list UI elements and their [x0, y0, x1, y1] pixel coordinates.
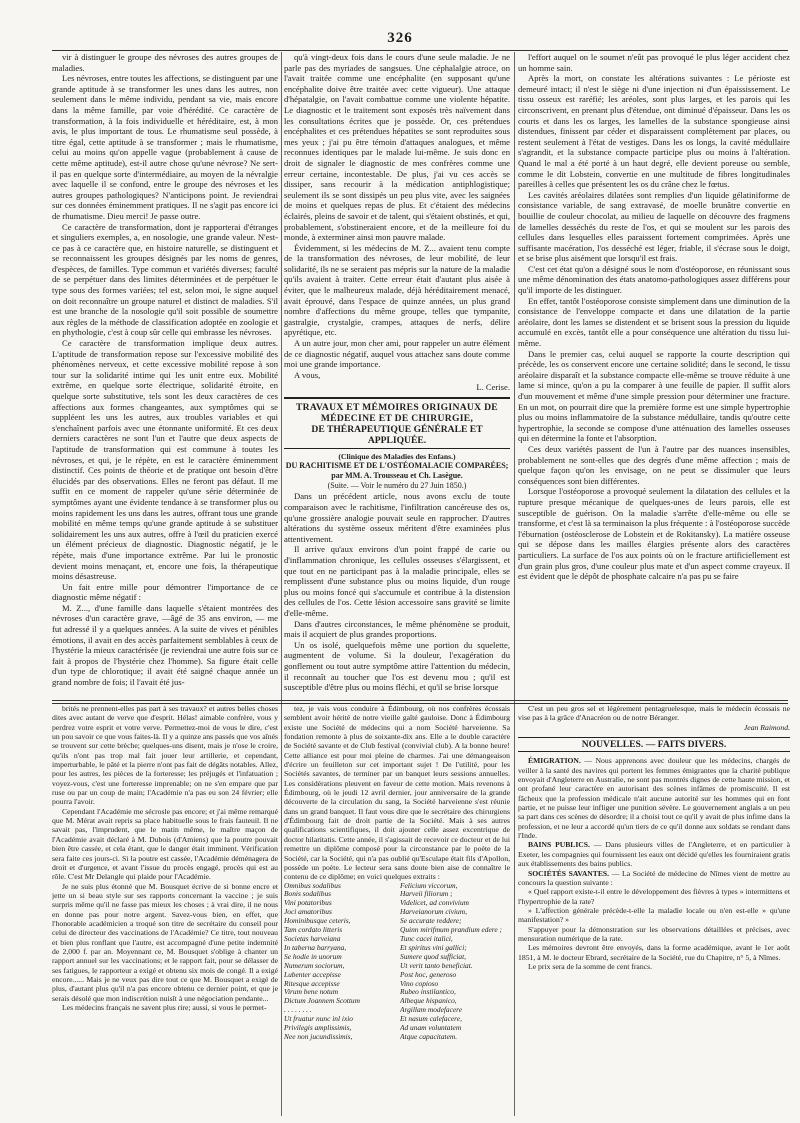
verse-line: Post hoc, generoso	[400, 970, 457, 979]
paragraph: Je ne suis plus étonné que M. Bousquet écrive de si bonne encre et jette un si beau style sur ses rapports concernant la vaccine ; je suis surpris même qu'il ne fasse pas mieux les choses ; à vrai dire, il ne nous en donne pas pour notre argent. Savez-vous bien, en effet, que l'honorable académicien a troqué son titre de secrétaire du conseil pour celui de directeur des vaccinations de l'Académie? Ce titre, tout nouveau et bien plus ronflant que l'autre, est accompagné d'une petite indemnité de 2,000 f. par an. Moyennant ce, M. Bousquet s'oblige à chanter un rapport annuel sur les vaccinations; et le rapport fait, pour se délasser de ses fatigues, le rapporteur a exigé et obtenu six mois de congé. Il a exigé encore...... Mais je ne veux pas dire tout ce que M. Bousquet a exigé de plus, d'autant plus qu'il n'a pas encore obtenu ce dernier point, et que je serais désolé que mon indiscrétion nuisît à une négociation pendante...	[52, 881, 278, 1003]
article-heading-line-1: TRAVAUX ET MÉMOIRES ORIGINAUX DE MÉDECINE ET DE CHIRURGIE,	[295, 402, 499, 424]
verse-line: Ut fruatur nunc inl ixio	[284, 1015, 353, 1024]
article-title: DU RACHITISME ET DE L'OSTÉOMALACIE COMPARÉES; par MM. A. Trousseau et Ch. Lasègue.	[285, 461, 509, 481]
news-items	[518, 756, 790, 971]
verse-line: Albeque hispanico,	[400, 997, 457, 1006]
verse-line: Harveianorum civium,	[400, 908, 467, 917]
verse-line: Ad unam voluntatem	[400, 1024, 462, 1033]
letter-body	[284, 52, 510, 370]
news-item	[518, 756, 790, 840]
news-item-text: Les mémoires devront être envoyés, dans la forme académique, avant le 1er août 1851, à M. le docteur Ebrard, secrétaire de la Société, rue du Chapitre, n° 5, à Nîmes.	[518, 943, 790, 962]
news-item	[518, 840, 790, 868]
paragraph: Ce caractère de transformation, dont je rapporterai d'étranges et singuliers exemples, a, en nosologie, une grande valeur. N'est-ce pas à ce caractère que, en histoire naturelle, se distinguent et se reconnaissent les groupes désignés par les noms de genres, d'espèces, de familles. Type commun et variétés diverses; faculté de se perpétuer dans des limites déterminées et de perpétuer le type sous des formes variées; tel est, selon moi, le signe auquel on doit reconnaître un groupe naturel et distinct de maladies. S'il est une branche de la nosologie qu'il soit possible de soumettre aux règles de la méthode de classification adoptée en zoologie et en phythologie, c'est à coup sûr celle qui embrasse les névroses.	[52, 221, 278, 338]
verse-line: Tunc cacei italici,	[400, 934, 453, 943]
news-item-text: S'appuyer pour la démonstration sur les observations détaillées et précises, avec mensuration numérique de la rate.	[518, 924, 790, 943]
paragraph: Les cavités aréolaires dilatées sont remplies d'un liquide gélatiniforme de consistance variable, de sang extravasé, de moelle brunâtre convertie en bouillie de couleur chocolat, au milieu de laquelle on découvre des fragmens de lamelles desséchés du reste de l'os, et qui se moulent sur les parois des cellules dans lesquelles elles paraissent fortement comprimées. Après une suffisante macération, l'os desséché est léger, friable, il s'écrase sous le doigt, et se brise plus aisément que lorsqu'il est frais.	[518, 189, 790, 264]
header-rule	[52, 50, 788, 51]
verse-line: Ritesque accepisse	[284, 979, 340, 988]
news-item	[518, 887, 790, 906]
news-item	[518, 869, 790, 888]
feuilleton-body	[284, 704, 510, 882]
news-item	[518, 943, 790, 962]
verse-line: . . . . . . . .	[284, 1006, 312, 1015]
news-item-text: — Dans plusieurs villes de l'Angleterre, et en particulier à Exeter, les compagnies qui fournissent les eaux ont décidé qu'elles les fourniraient gratis aux établissements des bains publics.	[518, 840, 790, 869]
top-column-3	[518, 52, 790, 698]
verse-line: Et spiritus vini gallici;	[400, 943, 467, 952]
paragraph: Il arrive qu'aux environs d'un point frappé de carie ou d'inflammation chronique, les cellules osseuses s'élargissent, et que tout en ne participant pas à la maladie principale, elles se remplissent d'une substance plus ou moins liquide, d'un rouge plus ou moins foncé qui s'accumule et contribue à la distension des cellules de l'os. Cette lésion accessoire sans gravité se limite d'elle-même.	[284, 544, 510, 618]
feuilleton-column-2	[284, 704, 510, 1116]
paragraph: tez, je vais vous conduire à Édimbourg, où nos confrères écossais semblent avoir hérité de notre vieille gaîté gauloise. Donc à Édimbourg existe une Société de médecins qui a nom Société harveienne. Sa fondation remonte à plus de soixante-dix ans. Elle a le double caractère de Société savante et de Club festival (convivial club). A la bonne heure! Cette alliance est pour moi pleine de charmes. J'ai une démangeaison d'écrire un feuilleton sur cet important sujet ! De l'utilité, pour les Sociétés savantes, de terminer par un banquet leurs sessions annuelles. Les considérations pleuvent en faveur de cette motion. Mais revenons à Édimbourg, où le jeudi 12 avril dernier, jour anniversaire de la grande découverte de la circulation du sang, la Société harveienne s'est réunie dans un grand banquet. Il faut vous dire que le secrétaire des chirurgiens d'Édimbourg fait de droit partie de la Société. Mais à ses autres qualifications scientifiques, il doit ajouter celle assez excentrique de doctor hilaritatis. Cette année, il s'agissait de recevoir ce docteur et de lui remettre un diplôme composé pour la circonstance par le poète de la Société, car la Société, qui n'a pas oublié qu'Esculape était fils d'Apollon, possède un poète. Le lecteur sera sans doute bien aise de connaître le contenu de ce diplôme; en voici quelques extraits :	[284, 704, 510, 882]
top-column-2	[284, 52, 510, 698]
verse-line: In taberna barryana,	[284, 943, 347, 952]
paragraph: C'est cet état qu'on a désigné sous le nom d'ostéoporose, en réunissant sous une même dénomination des états anatomo-pathologiques assez différens pour qu'il importe de les distinguer.	[518, 263, 790, 296]
verse-line: Nee non jucundissimis,	[284, 1032, 353, 1041]
verse-line: Quinn mirifmum prandium edere ;	[400, 926, 502, 935]
paragraph: Ces deux variétés passent de l'un à l'autre par des nuances insensibles, probablement ne sont-elles que des degrés d'une même affection ; mais de quelque façon qu'on les envisage, on ne peut se dissimuler que leurs conséquences sont bien différentes.	[518, 443, 790, 486]
verse-line: Vini potatoribus	[284, 899, 332, 908]
paragraph: vir à distinguer le groupe des névroses des autres groupes de maladies.	[52, 52, 278, 73]
article-heading-line-2: DE THÉRAPEUTIQUE GÉNÉRALE ET APPLIQUÉE.	[311, 424, 483, 446]
verse-line: Dictum Joannem Scottum	[284, 997, 360, 1006]
article-continuation-note: (Suite. — Voir le numéro du 27 Juin 1850.)	[327, 481, 467, 491]
paragraph: En effet, tantôt l'ostéoporose consiste simplement dans une diminution de la consistance de l'enveloppe compacte et dans une dilatation de la partie aréolaire, dont les lames se distendent et se brisent sous la pression du liquide accumulé en excès, tantôt elle a pour conséquence une altération du tissu lui-même.	[518, 295, 790, 349]
paragraph: C'est un peu gros sel et légèrement pentagruelesque, mais le médecin écossais ne vise pas à la grâce d'Anacréon ou de notre Béranger.	[518, 704, 790, 723]
paragraph: Dans le premier cas, celui auquel se rapporte la courte description qui précède, les os conservent encore une certaine solidité; dans le second, le tissu aréolaire disparaît et la substance compacte elle-même se trouve réduite à une lame si mince, qu'on a pu la comparer à une feuille de papier. Il suffit alors d'un mouvement et même d'une simple pression pour déterminer une fracture. En un mot, on pourrait dire que la première forme est une simple hypertrophie plus ou moins inflammatoire de la substance médullaire, tandis qu'outre cette hypertrophie, la seconde se compose d'une atténuation des lamelles osseuses qui en détermine la fonte et l'absorption.	[518, 348, 790, 444]
paragraph: qu'à vingt-deux fois dans le cours d'une seule maladie. Je ne parle pas des myriades de sangsues. Une céphalalgie atroce, on l'avait traitée comme une encéphalite (en supposant qu'une encéphalite doive être traitée avec cette vigueur). Une attaque d'hépatalgie, on l'avait combattue comme une violente hépatite. Le diagnostic et le traitement sont exposés très naïvement dans les consultations écrites que je possède. Or, ces prétendues encéphalites et ces prétendues hépatites se sont reproduites sous mes yeux ; j'ai pu être témoin d'attaques analogues, et même reconnues identiques par le malade lui-même. Je suis donc en droit de signaler le diagnostic de mes confrères comme une erreur certaine, incontestable. De plus, j'ai vu ces accès se dissiper, sans recourir à la médication antiphlogistique; seulement ils se sont dissipés un peu plus vite, avec les saignées de moins et quelques repas de plus. Et c'étaient des médecins éclairés, pleins de savoir et de talent, qui s'étaient obstinés, et qui, probablement, s'obstineraient encore, et de la meilleure foi du monde, à exterminer ainsi mon pauvre malade.	[284, 52, 510, 243]
verse-line: Rubeo instilantico,	[400, 988, 456, 997]
paragraph: Dans d'autres circonstances, le même phénomène se produit, mais il acquiert de plus grandes proportions.	[284, 618, 510, 640]
paragraph: A un autre jour, mon cher ami, pour rappeler un autre élément de ce diagnostic négatif, auquel vous attachez sans doute comme moi une grande importance.	[284, 338, 510, 370]
verse-line: Joci amatoribus	[284, 908, 332, 917]
verse-line: Atque capacitatem.	[400, 1032, 458, 1041]
clinic-label: (Clinique des Maladies des Enfans.)	[338, 452, 456, 461]
paragraph: Un fait entre mille pour démontrer l'importance de ce diagnostic même négatif :	[52, 581, 278, 603]
paragraph: Cependant l'Académie me sécrosle pas encore; et j'ai même remarqué que M. Mérat avait repris sa place habituelle sous le frais fauteuil. Il ne savait pas, l'imprudent, que le matin même, le maître maçon de l'Académie avait déclaré à M. Dubois (d'Amiens) que la poutre pouvait bien être cassée, et cela étant, que le danger était imminent. Vérification sera faite ces jours-ci. Si la poutre est cassée, l'Académie déménagera de droit et d'urgence, et avant l'issue du procès engagé, procès qui est au rôle. C'est Mr Delangle qui plaide pour l'Académie.	[52, 806, 278, 882]
news-item-text: « Quel rapport existe-t-il entre le développement des fièvres à types » intermittens et l'hypertrophie de la rate?	[518, 887, 790, 906]
verse-left	[284, 882, 394, 1042]
news-item-text: » L'affection générale précède-t-elle la maladie locale ou n'en est-elle » qu'une manifestation? »	[518, 905, 790, 925]
verse-line: Argillam modefacere	[400, 1006, 463, 1015]
verse-line: Vino copioso	[400, 979, 439, 988]
verse-line: Videlicet, ad convivium	[400, 899, 470, 908]
verse-line: Societas harveiana	[284, 934, 341, 943]
news-item-text: — La Société de médecine de Nîmes vient de mettre au concours la question suivante :	[518, 868, 790, 887]
paragraph: brités ne prennent-elles pas part à ses travaux? et autres belles choses dites avec autant de verve que d'esprit. Hélas! aimable confrère, vous y perdrez votre esprit et votre verve. Permettez-moi de vous le dire, c'est un pou savoir ce que vous faites-là. Il y a quinze ans passés que vos aînés se trouvent sur cette brèche; quelques-uns disent, mais je n'ose le croire, qu'ils n'ont pas trop mal fait jouer leur artillerie, et cependant, imperturbable, le pâté et la pierre n'ont pas fait de dégâts notables. Allez, pour les autres, les pièces de la forteresse; les préjugés et l'infatuation ; voyez-vous, c'est une forteresse imprenable; on ne s'en empare que par ruse ou par un coup de main; l'Académie n'a pas eu son 24 février; elle pourra l'avoir.	[52, 704, 278, 807]
verse-line: Et nasum calefacere,	[400, 1015, 462, 1024]
paragraph: Les névroses, entre toutes les affections, se distinguent par une grande aptitude à se transformer les unes dans les autres, non seulement dans le même individu, pendant sa vie, mais encore dans la même famille, par voie d'hérédité. Ce caractère de transformation, à la fois individuelle et héréditaire, est, à mon avis, le plus important de tous. Le rhumatisme seul possède, à titre égal, cette aptitude à se transformer ; mais le rhumatisme, celui au moins qu'on appelle vague (probablement à cause de cette même aptitude), est-il autre chose qu'une névrose? Ne sert-il pas en quelque sorte d'intermédiaire, au moyen de la névralgie avec laquelle il se confond, entre le groupe des névroses et les autres groupes pathologiques? N'anticipons point. Je reviendrai sur ces données éminemment pratiques. Il ne s'agit pas encore ici de rhumatisme. Dieu merci! Je passe outre.	[52, 73, 278, 221]
news-item-lead: SOCIÉTÉS SAVANTES.	[528, 868, 610, 878]
verse-line: Bonis sodalibus	[284, 890, 332, 899]
news-item	[518, 925, 790, 944]
feuilleton-column-1	[52, 704, 278, 1116]
column-rule-right	[514, 52, 515, 1116]
verse-line: Numerum sociorum,	[284, 961, 345, 970]
verse-line: Sumere quod sufficiat,	[400, 952, 467, 961]
paragraph: M. Z..., d'une famille dans laquelle s'étaient montrées des névroses d'un caractère grave, —âgé de 35 ans environ, — me fut adressé il y a quelques années. A la suite de vives et pénibles émotions, il avait en des accès parfaitement semblables à ceux de l'hystérie la mieux caractérisée (je reviendrai une autre fois sur ce fait à propos de l'hystérie chez l'homme). Sa figure était celle d'un type de chlorotique; il avait été saigné chaque année un grand nombre de fois; il l'avait été jus-	[52, 602, 278, 688]
article-body	[284, 491, 510, 692]
verse-right	[400, 882, 510, 1042]
verse-line: Hominibusque ceteris,	[284, 917, 351, 926]
letter-signoff: A vous,	[294, 369, 321, 380]
article-heading	[284, 397, 510, 449]
letter-signature: L. Cerise.	[476, 382, 510, 393]
verse-line: Virum bene notum	[284, 988, 339, 997]
feuilleton-ending	[518, 704, 790, 723]
paragraph: Lorsque l'ostéoporose a provoqué seulement la dilatation des cellules et la rupture presque mécanique de quelques-unes de leurs parois, elle est susceptible de guérison. On la maladie s'arrête d'elle-même ou elle se transforme, et c'est là sa terminaison la plus fréquente : à l'ostéoporose succède l'éburnation (ostéosclerose de Lobstein et de Rokitansky). La matière osseuse qui se dépose dans les mailles élargies présente alors des caractères particuliers. La surface de l'os aux points où on le fracture artificiellement est d'un grain plus gros, d'une couleur plus mate et d'un aspect comme crayeux. Il est évident que le dépôt de phosphate calcaire n'a pas pu se faire	[518, 486, 790, 582]
news-item	[518, 962, 790, 971]
paragraph: Après la mort, on constate les altérations suivantes : Le périoste est demeuré intact; il n'est le siège ni d'une injection ni d'un épaississement. Le tissu osseux est raréfié; les aréoles, sont plus larges, et les parois qui les circonscrivent, en prenant plus d'étendue, ont diminué d'épaisseur. Dans les os courts et dans les os larges, les lamelles de la substance spongieuse ainsi distendues, finissent par céder et disparaissent complètement par places, ou restent seulement à l'état de vestiges. Dans les os longs, la cavité médullaire s'agrandit, et la substance compacte participe plus ou moins à l'altération. Quand le mal a été porté à un haut degré, elle devient poreuse ou semble, comme le dit Lobstein, convertie en une multitude de fibres longitudinales pareilles à celles que présentent les os du crâne chez le fœtus.	[518, 73, 790, 190]
paragraph: Évidemment, si les médecins de M. Z... avaient tenu compte de la transformation des névroses, de leur mobilité, de leur solidarité, ils ne se seraient pas mépris sur la nature de la maladie qu'ils avaient à traiter. Cette erreur était d'autant plus aisée à éviter, que le malheureux malade, déjà héréditairement menacé, avait éprouvé, dans l'espace de quinze années, un plus grand nombre d'affections du même groupe, telles que tympanite, gastralgie, crystalgie, crampes, attaques de nerfs, délire apyrétique, etc.	[284, 242, 510, 338]
paragraph: Ce caractère de transformation implique deux autres. L'aptitude de transformation repose sur l'excessive mobilité des phénomènes nerveux, et cette excessive mobilité repose à son tour sur la solidarité intime qui les unit entre eux. Mobilité extrême, en quelque sorte électrique, solidarité étroite, en quelque sorte substitutive, tels sont les deux caractères de ces affections aux formes changeantes, aux symptômes qui se suppléent les uns les autres, aux troubles variables et qui s'enchaînent parfois avec une étonnante uniformité. Et ces deux derniers caractères ne sont l'un et l'autre que deux aspects de l'aptitude de transformation qui est commune à toutes les névroses, et qui, je le répète, en est le caractère éminemment distinctif. Ces points de théorie et de pratique ont besoin d'être élucidés par des observations. Elles ne feront pas défaut. Il me suffit en ce moment de rappeler qu'une série déterminée de symptômes ayant une évidente tendance à se transformer plus ou moins rapidement les uns dans les autres, offrant tous une grande mobilité en même temps qu'une grande aptitude à se substituer solidairement les uns aux autres, offre à l'œil du praticien exercé un élément précieux de diagnostic. Diagnostic négatif, je le répète, mais d'une importance extrême. Par lui le pronostic devient moins menaçant, et, encore une fois, la thérapeutique moins désastreuse.	[52, 338, 278, 582]
paragraph: l'effort auquel on le soumet n'eût pas provoqué le plus léger accident chez un homme sain.	[518, 52, 790, 73]
news-heading: NOUVELLES. — FAITS DIVERS.	[518, 737, 790, 752]
verse-line: Omnibus sodalibus	[284, 881, 341, 890]
feuilleton-column-3	[518, 704, 790, 1116]
verse-line: Lubenter accepisse	[284, 970, 341, 979]
paragraph: Un os isolé, quelquefois même une portion du squelette, augmentent de volume. Si la douleur, l'exagération du gonflement ou tout autre symptôme attire l'attention du médecin, il reconnaît au toucher que l'os est devenu mou ; qu'il est susceptible d'être plus ou moins fléchi, et qu'il se brise lorsque	[284, 639, 510, 693]
news-item-lead: ÉMIGRATION.	[528, 756, 581, 766]
verse-line: Tam cordato litteris	[284, 926, 343, 935]
paragraph: Dans un précédent article, nous avons exclu de toute comparaison avec le rachitisme, l'infiltration cancéreuse des os, qu'une grossière analogie pouvait seule en rapprocher. D'autres altérations du système osseux méritent d'être examinées plus attentivement.	[284, 491, 510, 544]
page-number: 326	[387, 30, 413, 46]
verse-line: Ut verit tanto beneficiat.	[400, 961, 473, 970]
verse-line: Se hodie in unorum	[284, 952, 342, 961]
verse-line: Harveii filiorum ;	[400, 890, 453, 899]
news-item-text: — Nous apprenons avec douleur que les médecins, chargés de veiller à la santé des navires qui portent les femmes émigrantes que la charité publique envoyait d'Angleterre en Australie, ne sont pas montrés dignes de cette haute mission, et ont profané leur caractère en autorisant des scènes infâmes de promiscuité. Il est fâcheux que la profession médicale n'ait aucune autorité sur les hommes qui en font partie, et ne puisse leur infliger une punition sévère. Le gouvernement anglais a un peu sa part dans ces scènes de désordre; il a choisi tout ce qu'il y avait de plus infime dans la profession, et ne leur a accordé qu'un tiers de ce qu'il donne aux soldats se rendant dans l'Inde.	[518, 756, 790, 841]
diploma-verse	[284, 882, 510, 1042]
feuilleton-author: Jean Raimond.	[743, 722, 790, 732]
paragraph: Les médecins français ne savent plus rire; aussi, si vous le permet-	[62, 1003, 267, 1012]
top-column-1	[52, 52, 278, 698]
news-item	[518, 906, 790, 925]
verse-line: Felicium viccorum,	[400, 881, 458, 890]
verse-line: Privilegis amplissimis,	[284, 1024, 352, 1033]
verse-line: Se accurate reddere;	[400, 917, 462, 926]
column-rule-left	[281, 52, 282, 1116]
news-item-text: Le prix sera de la somme de cent francs.	[528, 961, 653, 971]
news-item-lead: BAINS PUBLICS.	[528, 840, 590, 850]
